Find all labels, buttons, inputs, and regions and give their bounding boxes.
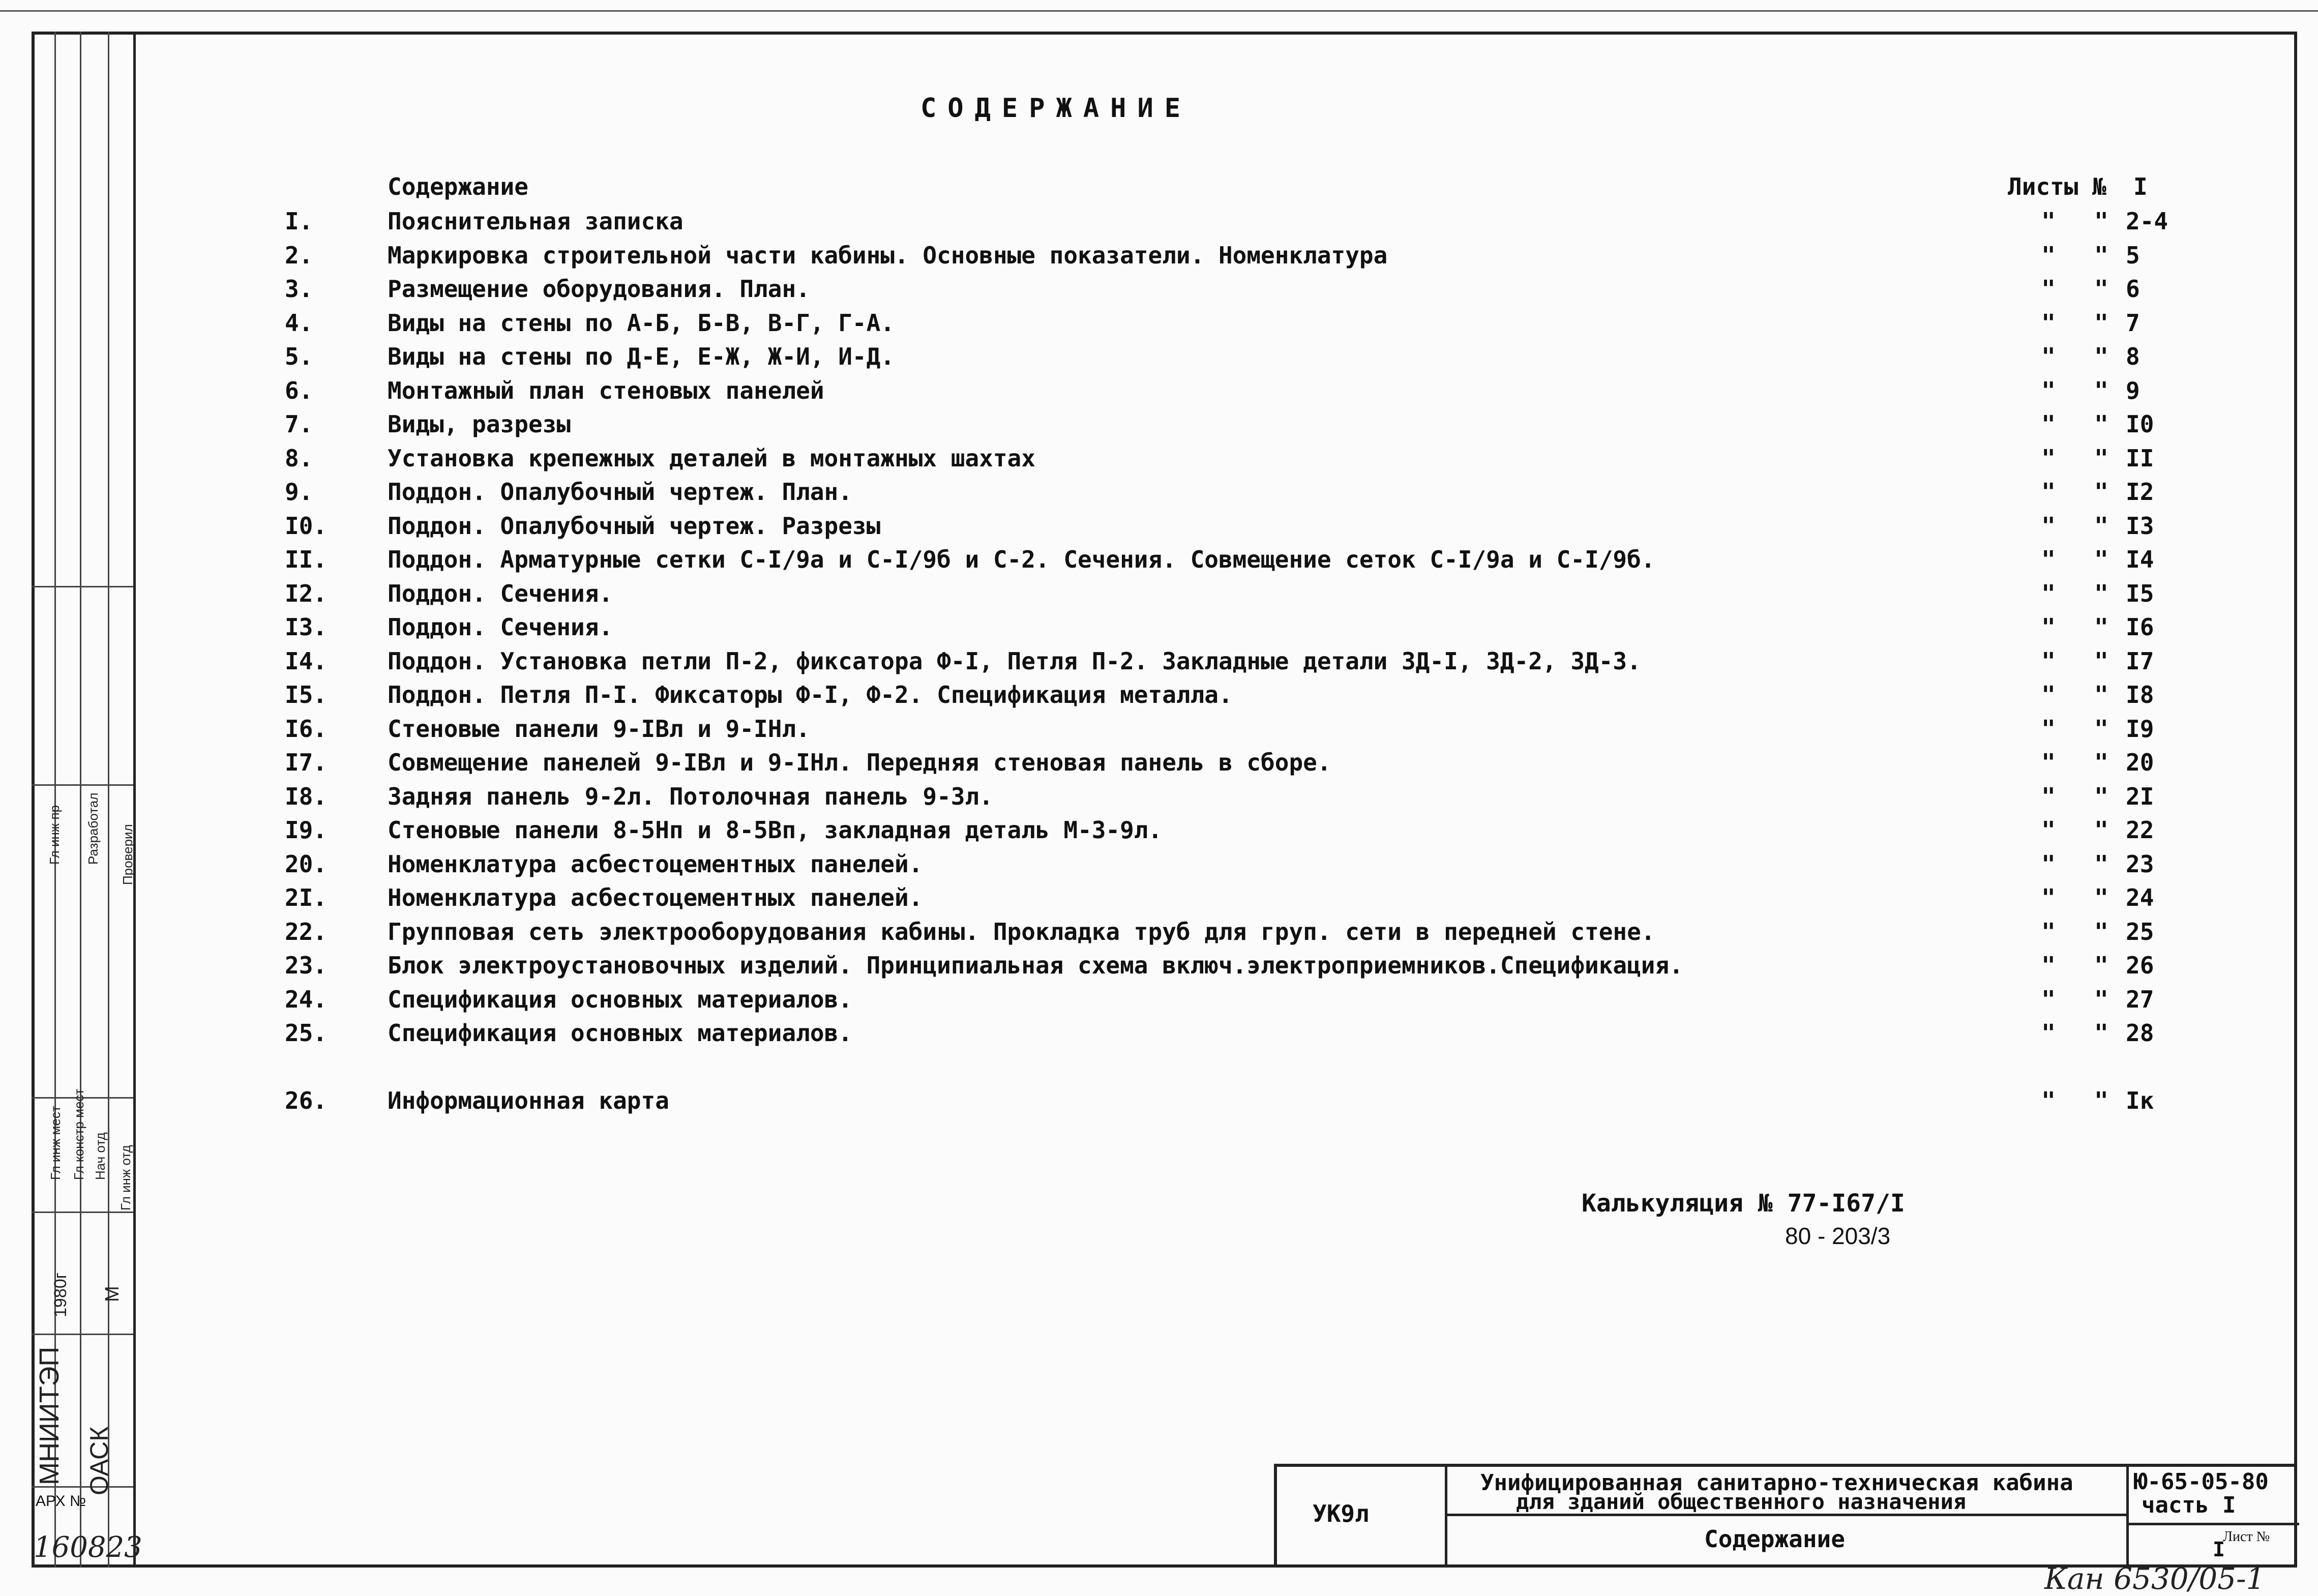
- row-number: 20.: [285, 850, 328, 878]
- row-title: Виды на стены по А-Б, Б-В, В-Г, Г-А.: [388, 309, 895, 337]
- row-title: Пояснительная записка: [388, 208, 683, 235]
- row-number: I3.: [285, 613, 328, 641]
- contents-row: [0, 681, 2318, 715]
- calculation-sub: 80 - 203/3: [1785, 1223, 1891, 1249]
- role-label: Проверил: [120, 824, 135, 885]
- row-sheet-number: 23: [2126, 850, 2154, 878]
- stamp-sheet-label: Лист №: [2223, 1529, 2270, 1545]
- row-sheet-number: I8: [2126, 681, 2154, 708]
- contents-row: [0, 918, 2318, 952]
- year: 1980г: [51, 1272, 70, 1317]
- row-sheet-number: 26: [2126, 952, 2154, 979]
- row-sheet-number: 20: [2126, 749, 2154, 776]
- header-label: Содержание: [388, 173, 528, 200]
- ditto-mark: ": [2094, 715, 2108, 743]
- row-title: Поддон. Петля П-I. Фиксаторы Ф-I, Ф-2. Спецификация металла.: [388, 681, 1233, 708]
- row-title: Поддон. Опалубочный чертеж. План.: [388, 478, 852, 506]
- row-title: Монтажный план стеновых панелей: [388, 376, 824, 404]
- role-label: Гл инж мест: [48, 1106, 63, 1180]
- ditto-mark: ": [2094, 1019, 2108, 1047]
- stamp-sheet-value: I: [2213, 1538, 2225, 1561]
- row-number: II.: [285, 546, 328, 573]
- letter-mark: М: [102, 1286, 123, 1302]
- ditto-mark: ": [2094, 579, 2108, 607]
- row-title: Задняя панель 9-2л. Потолочная панель 9-3л.: [388, 782, 993, 810]
- ditto-mark: ": [2094, 884, 2108, 911]
- stamp-hline: [2126, 1523, 2299, 1525]
- row-sheet-number: 22: [2126, 816, 2154, 844]
- row-sheet-number: 28: [2126, 1019, 2154, 1047]
- ditto-mark: ": [2041, 613, 2056, 641]
- row-title: Стеновые панели 9-IВл и 9-IНл.: [388, 715, 810, 743]
- contents-row: [0, 343, 2318, 376]
- ditto-mark: ": [2041, 444, 2056, 472]
- ditto-mark: ": [2041, 241, 2056, 269]
- stamp-code: УК9л: [1313, 1500, 1369, 1527]
- contents-row: [0, 242, 2318, 275]
- row-number: 6.: [285, 376, 313, 404]
- ditto-mark: ": [2094, 681, 2108, 708]
- ditto-mark: ": [2041, 478, 2056, 506]
- row-sheet-number: 7: [2126, 309, 2140, 337]
- stamp-title-line2: для зданий общественного назначения: [1516, 1489, 1967, 1514]
- row-number: I4.: [285, 647, 328, 675]
- row-number: I6.: [285, 715, 328, 743]
- contents-row: [0, 512, 2318, 546]
- ditto-mark: ": [2094, 241, 2108, 269]
- row-number: 25.: [285, 1019, 328, 1047]
- ditto-mark: ": [2041, 850, 2056, 878]
- row-sheet-number: Iк: [2126, 1087, 2154, 1114]
- contents-row: [0, 986, 2318, 1019]
- row-sheet-number: 9: [2126, 376, 2140, 404]
- row-number: I9.: [285, 816, 328, 844]
- row-sheet-number: I9: [2126, 715, 2154, 743]
- row-title: Номенклатура асбестоцементных панелей.: [388, 850, 923, 878]
- ditto-mark: ": [2041, 275, 2056, 303]
- ditto-mark: ": [2041, 309, 2056, 337]
- row-sheet-number: I5: [2126, 579, 2154, 607]
- row-number: 2.: [285, 241, 313, 269]
- ditto-mark: ": [2094, 613, 2108, 641]
- ditto-mark: ": [2041, 884, 2056, 911]
- contents-row: [0, 580, 2318, 613]
- row-title: Поддон. Арматурные сетки С-I/9а и С-I/9б и С-2. Сечения. Совмещение сеток С-I/9а и С-I/9б.: [388, 546, 1655, 573]
- sheets-label: Листы №: [2008, 173, 2106, 200]
- ditto-mark: ": [2041, 376, 2056, 404]
- row-title: Маркировка строительной части кабины. Основные показатели. Номенклатура: [388, 241, 1388, 269]
- ditto-mark: ": [2094, 1087, 2108, 1114]
- ditto-mark: ": [2094, 444, 2108, 472]
- ditto-mark: ": [2094, 918, 2108, 945]
- row-title: Поддон. Установка петли П-2, фиксатора Ф-I, Петля П-2. Закладные детали ЗД-I, ЗД-2, ЗД-3.: [388, 647, 1641, 675]
- archive-number: 160823: [34, 1531, 142, 1564]
- row-number: 24.: [285, 985, 328, 1013]
- contents-row: [0, 952, 2318, 985]
- ditto-mark: ": [2094, 546, 2108, 573]
- row-number: I7.: [285, 749, 328, 776]
- contents-row: [0, 410, 2318, 444]
- ditto-mark: ": [2094, 478, 2108, 506]
- row-title: Номенклатура асбестоцементных панелей.: [388, 884, 923, 911]
- contents-row: [0, 749, 2318, 782]
- row-sheet-number: 6: [2126, 275, 2140, 303]
- row-number: 4.: [285, 309, 313, 337]
- ditto-mark: ": [2094, 275, 2108, 303]
- contents-row: [0, 613, 2318, 647]
- contents-row: [0, 546, 2318, 579]
- row-number: 2I.: [285, 884, 328, 911]
- stamp-part: часть I: [2142, 1492, 2236, 1518]
- ditto-mark: ": [2041, 1087, 2056, 1114]
- contents-row: [0, 647, 2318, 681]
- ditto-mark: ": [2041, 512, 2056, 540]
- ditto-mark: ": [2094, 343, 2108, 370]
- row-sheet-number: 24: [2126, 884, 2154, 911]
- row-title: Спецификация основных материалов.: [388, 985, 852, 1013]
- ditto-mark: ": [2041, 782, 2056, 810]
- row-sheet-number: 2I: [2126, 782, 2154, 810]
- archive-label: АРХ №: [36, 1493, 86, 1510]
- row-number: 9.: [285, 478, 313, 506]
- row-number: 22.: [285, 918, 328, 945]
- org-name: МНИИТЭП: [34, 1346, 65, 1485]
- row-sheet-number: 27: [2126, 985, 2154, 1013]
- role-label: Разработал: [85, 792, 101, 865]
- row-number: 7.: [285, 410, 313, 438]
- ditto-mark: ": [2094, 850, 2108, 878]
- ditto-mark: ": [2041, 343, 2056, 370]
- ditto-mark: ": [2094, 208, 2108, 235]
- row-sheet-number: 8: [2126, 343, 2140, 370]
- stamp-title-line1: Унифицированная санитарно-техническая кабина: [1480, 1470, 2073, 1496]
- row-title: Поддон. Сечения.: [388, 613, 613, 641]
- row-title: Виды на стены по Д-Е, Е-Ж, Ж-И, И-Д.: [388, 343, 895, 370]
- ditto-mark: ": [2041, 681, 2056, 708]
- contents-row: [0, 783, 2318, 816]
- contents-row: [0, 309, 2318, 343]
- ditto-mark: ": [2094, 816, 2108, 844]
- row-number: I5.: [285, 681, 328, 708]
- row-sheet-number: 5: [2126, 241, 2140, 269]
- ditto-mark: ": [2041, 816, 2056, 844]
- ditto-mark: ": [2094, 309, 2108, 337]
- row-title: Блок электроустановочных изделий. Принципиальная схема включ.электроприемников.Спецификация.: [388, 952, 1683, 979]
- row-title: Поддон. Опалубочный чертеж. Разрезы: [388, 512, 881, 540]
- corner-handwritten-note: Кан 6530/05-1: [2044, 1561, 2265, 1596]
- ditto-mark: ": [2041, 410, 2056, 438]
- row-number: 8.: [285, 444, 313, 472]
- contents-row: [0, 884, 2318, 918]
- contents-row: [0, 275, 2318, 309]
- row-title: Спецификация основных материалов.: [388, 1019, 852, 1047]
- ditto-mark: ": [2041, 208, 2056, 235]
- contents-row: [0, 377, 2318, 410]
- row-title: Стеновые панели 8-5Нп и 8-5Вп, закладная деталь М-3-9л.: [388, 816, 1163, 844]
- ditto-mark: ": [2094, 782, 2108, 810]
- row-sheet-number: I3: [2126, 512, 2154, 540]
- row-sheet-number: I2: [2126, 478, 2154, 506]
- row-number: I0.: [285, 512, 328, 540]
- ditto-mark: ": [2041, 918, 2056, 945]
- row-title: Групповая сеть электрооборудования кабины. Прокладка труб для груп. сети в передней стене.: [388, 918, 1655, 945]
- row-sheet-number: II: [2126, 444, 2154, 472]
- row-number: 5.: [285, 343, 313, 370]
- row-title: Виды, разрезы: [388, 410, 571, 438]
- contents-row: [0, 715, 2318, 749]
- role-label: Гл констр мест: [71, 1088, 86, 1180]
- role-label: Гл инж отд: [118, 1145, 133, 1210]
- contents-row: [0, 1087, 2318, 1120]
- row-number: 26.: [285, 1087, 328, 1114]
- row-title: Совмещение панелей 9-IВл и 9-IНл. Передняя стеновая панель в сборе.: [388, 749, 1331, 776]
- contents-row: [0, 478, 2318, 512]
- row-sheet-number: I7: [2126, 647, 2154, 675]
- row-sheet-number: I0: [2126, 410, 2154, 438]
- row-title: Установка крепежных деталей в монтажных шахтах: [388, 444, 1035, 472]
- contents-row: [0, 445, 2318, 478]
- row-number: I.: [285, 208, 313, 235]
- ditto-mark: ": [2041, 985, 2056, 1013]
- calculation-line: Калькуляция № 77-I67/I: [1582, 1189, 1905, 1218]
- stamp-series: Ю-65-05-80: [2134, 1469, 2269, 1495]
- ditto-mark: ": [2041, 647, 2056, 675]
- ditto-mark: ": [2041, 952, 2056, 979]
- ditto-mark: ": [2094, 952, 2108, 979]
- stamp-divider: [2126, 1467, 2129, 1568]
- role-label: Гл инж пр: [47, 805, 62, 865]
- contents-header: [0, 173, 2318, 206]
- row-sheet-number: I4: [2126, 546, 2154, 573]
- header-sheet-no: I: [2133, 173, 2148, 200]
- row-sheet-number: 2-4: [2126, 208, 2168, 235]
- row-number: I2.: [285, 579, 328, 607]
- contents-row: [0, 1019, 2318, 1053]
- page-title: СОДЕРЖАНИЕ: [920, 93, 1192, 124]
- top-border-line: [0, 10, 2318, 12]
- row-title: Поддон. Сечения.: [388, 579, 613, 607]
- dept-name: ОАСК: [85, 1426, 113, 1495]
- row-sheet-number: I6: [2126, 613, 2154, 641]
- role-label: Нач отд: [93, 1132, 108, 1180]
- ditto-mark: ": [2094, 512, 2108, 540]
- strip-hline: [32, 1211, 133, 1213]
- ditto-mark: ": [2041, 749, 2056, 776]
- row-title: Информационная карта: [388, 1087, 669, 1114]
- stamp-divider: [1445, 1467, 1447, 1568]
- row-sheet-number: 25: [2126, 918, 2154, 945]
- strip-hline: [32, 1486, 133, 1488]
- ditto-mark: ": [2041, 546, 2056, 573]
- title-block: [1274, 1464, 2297, 1568]
- contents-row: [0, 208, 2318, 241]
- ditto-mark: ": [2041, 1019, 2056, 1047]
- row-number: 23.: [285, 952, 328, 979]
- stamp-subtitle: Содержание: [1704, 1525, 1845, 1553]
- ditto-mark: ": [2041, 715, 2056, 743]
- strip-hline: [32, 1334, 133, 1335]
- row-title: Размещение оборудования. План.: [388, 275, 810, 303]
- ditto-mark: ": [2094, 749, 2108, 776]
- contents-row: [0, 816, 2318, 850]
- ditto-mark: ": [2094, 647, 2108, 675]
- ditto-mark: ": [2094, 376, 2108, 404]
- contents-row: [0, 850, 2318, 884]
- ditto-mark: ": [2041, 579, 2056, 607]
- row-number: 3.: [285, 275, 313, 303]
- ditto-mark: ": [2094, 985, 2108, 1013]
- row-number: I8.: [285, 782, 328, 810]
- ditto-mark: ": [2094, 410, 2108, 438]
